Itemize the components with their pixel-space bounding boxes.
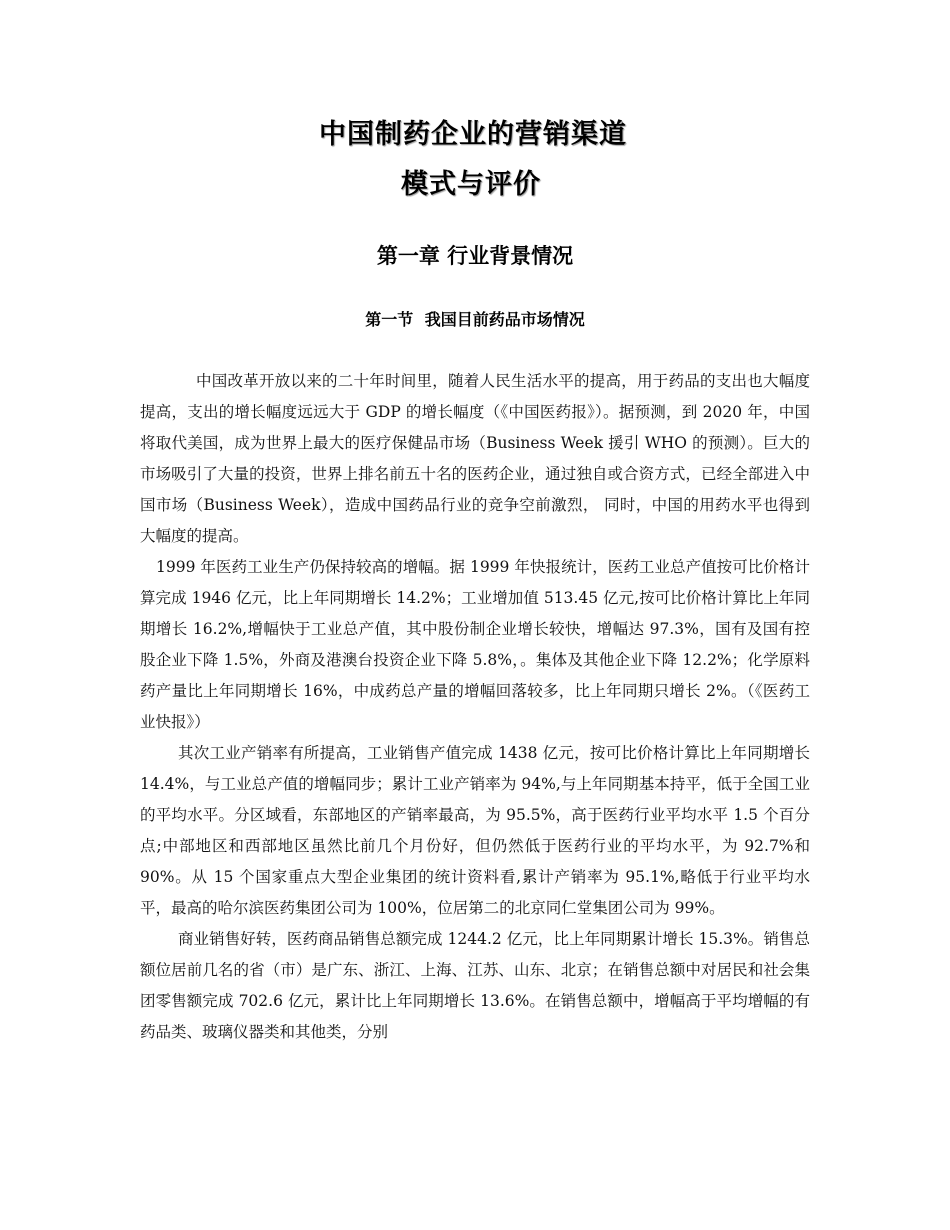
paragraph: 商业销售好转，医药商品销售总额完成 1244.2 亿元，比上年同期累计增长 15.3%。销售总额位居前几名的省（市）是广东、浙江、上海、江苏、山东、北京；在销售总额中对居民和社会集团零售额完成 702.6 亿元，累计比上年同期增长 13.6%。在销售总额中，增幅高于平均增幅的有药品类、玻璃仪器类和其他类，分别	[140, 930, 810, 1041]
body-text	[140, 366, 810, 1048]
chapter-heading: 第一章 行业背景情况	[376, 244, 574, 268]
section-heading: 第一节 我国目前药品市场情况	[365, 310, 585, 329]
paragraph: 中国改革开放以来的二十年时间里，随着人民生活水平的提高，用于药品的支出也大幅度提高，支出的增长幅度远远大于 GDP 的增长幅度（《中国医药报》）。据预测，到 2020 年，中国将取代美国，成为世界上最大的医疗保健品市场（Business Week 援引 WHO 的预测）。巨大的市场吸引了大量的投资，世界上排名前五十名的医药企业，通过独自或合资方式，已经全部进入中国市场（Business Week），造成中国药品行业的竞争空前激烈， 同时，中国的用药水平也得到大幅度的提高。	[140, 372, 810, 545]
paragraph: 其次工业产销率有所提高，工业销售产值完成 1438 亿元，按可比价格计算比上年同期增长 14.4%，与工业总产值的增幅同步；累计工业产销率为 94%,与上年同期基本持平，低于全国工业的平均水平。分区域看，东部地区的产销率最高，为 95.5%，高于医药行业平均水平 1.5 个百分点;中部地区和西部地区虽然比前几个月份好，但仍然低于医药行业的平均水平，为 92.7%和 90%。从 15 个国家重点大型企业集团的统计资料看,累计产销率为 95.1%,略低于行业平均水平，最高的哈尔滨医药集团公司为 100%，位居第二的北京同仁堂集团公司为 99%。	[140, 744, 810, 917]
document-title-line-2: 模式与评价	[401, 169, 541, 200]
document-title-line-1: 中国制药企业的营销渠道	[319, 119, 627, 150]
paragraph: 1999 年医药工业生产仍保持较高的增幅。据 1999 年快报统计，医药工业总产值按可比价格计算完成 1946 亿元，比上年同期增长 14.2%；工业增加值 513.45 亿元,按可比价格计算比上年同期增长 16.2%,增幅快于工业总产值，其中股份制企业增长较快，增幅达 97.3%，国有及国有控股企业下降 1.5%，外商及港澳台投资企业下降 5.8%，。集体及其他企业下降 12.2%；化学原料药产量比上年同期增长 16%，中成药总产量的增幅回落较多，比上年同期只增长 2%。（《医药工业快报》）	[140, 558, 810, 731]
